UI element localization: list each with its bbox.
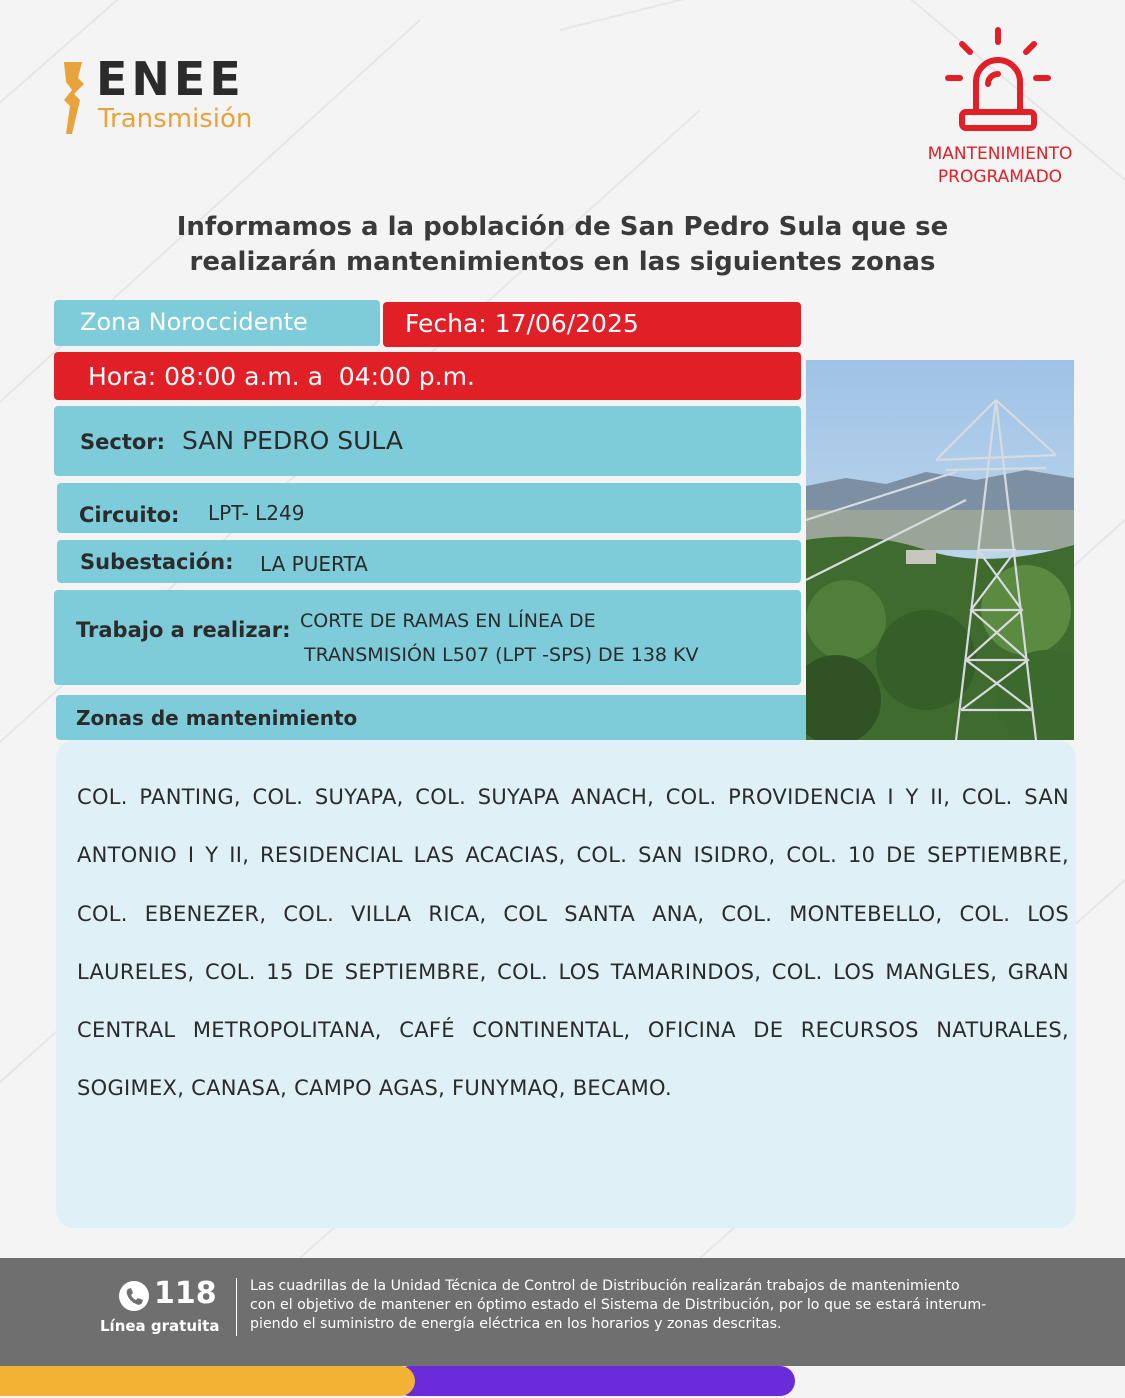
brand-division: Transmisión bbox=[98, 104, 253, 134]
time-label: Hora: bbox=[88, 362, 157, 391]
brand-name: ENEE bbox=[96, 52, 245, 106]
zone-label: Zona Noroccidente bbox=[54, 300, 380, 346]
substation-row bbox=[57, 540, 801, 583]
time-value: 08:00 a.m. a 04:00 p.m. bbox=[164, 362, 475, 391]
zones-label: Zonas de mantenimiento bbox=[76, 706, 358, 730]
footer-notice bbox=[250, 1277, 1050, 1334]
work-label: Trabajo a realizar: bbox=[76, 618, 291, 642]
work-line1: CORTE DE RAMAS EN LÍNEA DE bbox=[300, 610, 596, 632]
sector-value: SAN PEDRO SULA bbox=[182, 426, 403, 455]
circuit-label: Circuito: bbox=[79, 503, 180, 527]
decorative-bar-orange bbox=[0, 1366, 415, 1396]
phone-icon bbox=[118, 1280, 150, 1312]
hotline-label: Línea gratuita bbox=[100, 1317, 220, 1335]
zones-header bbox=[56, 695, 816, 740]
substation-value: LA PUERTA bbox=[260, 552, 368, 576]
badge-line2: PROGRAMADO bbox=[937, 167, 1063, 187]
date-label: Fecha: bbox=[405, 309, 487, 338]
date-box bbox=[383, 302, 801, 347]
transmission-tower-image bbox=[806, 360, 1074, 740]
work-row bbox=[54, 590, 801, 685]
sector-row bbox=[54, 406, 801, 476]
page-heading bbox=[80, 210, 1045, 280]
work-line2: TRANSMISIÓN L507 (LPT -SPS) DE 138 KV bbox=[304, 644, 699, 666]
footer-divider bbox=[236, 1278, 237, 1336]
heading-line2: realizarán mantenimientos en las siguientes zonas bbox=[189, 247, 936, 277]
time-box bbox=[54, 352, 801, 400]
substation-label: Subestación: bbox=[80, 550, 234, 574]
heading-line1: Informamos a la población de San Pedro Sula que se bbox=[176, 212, 949, 242]
date-value: 17/06/2025 bbox=[494, 309, 639, 338]
footer-line2: con el objetivo de mantener en óptimo estado el Sistema de Distribución, por lo que se estará interum- bbox=[250, 1297, 987, 1313]
hotline-number[interactable]: 118 bbox=[154, 1276, 217, 1311]
circuit-row bbox=[57, 483, 801, 533]
decorative-bar-purple bbox=[395, 1366, 795, 1396]
enee-logo-icon bbox=[62, 62, 86, 134]
footer-line1: Las cuadrillas de la Unidad Técnica de Control de Distribución realizarán trabajos de mantenimiento bbox=[250, 1278, 960, 1294]
circuit-value: LPT- L249 bbox=[208, 501, 305, 525]
zones-list: COL. PANTING, COL. SUYAPA, COL. SUYAPA ANACH, COL. PROVIDENCIA I Y II, COL. SAN ANTONIO I Y II, RESIDENCIAL LAS ACACIAS, COL. SAN ISIDRO, COL. 10 DE SEPTIEMBRE, COL. EBENEZER, COL. VILLA RICA, COL SANTA ANA, COL. MONTEBELLO, COL. LOS LAURELES, COL. 15 DE SEPTIEMBRE, COL. LOS TAMARINDOS, COL. LOS MANGLES, GRAN CENTRAL METROPOLITANA, CAFÉ CONTINENTAL, OFICINA DE RECURSOS NATURALES, SOGIMEX, CANASA, CAMPO AGAS, FUNYMAQ, BECAMO. bbox=[77, 785, 1069, 1101]
badge-line1: MANTENIMIENTO bbox=[927, 144, 1073, 164]
footer-line3: piendo el suministro de energía eléctrica en los horarios y zonas descritas. bbox=[250, 1316, 782, 1332]
maintenance-badge bbox=[900, 143, 1100, 189]
siren-icon bbox=[940, 22, 1056, 138]
sector-label: Sector: bbox=[80, 430, 166, 454]
